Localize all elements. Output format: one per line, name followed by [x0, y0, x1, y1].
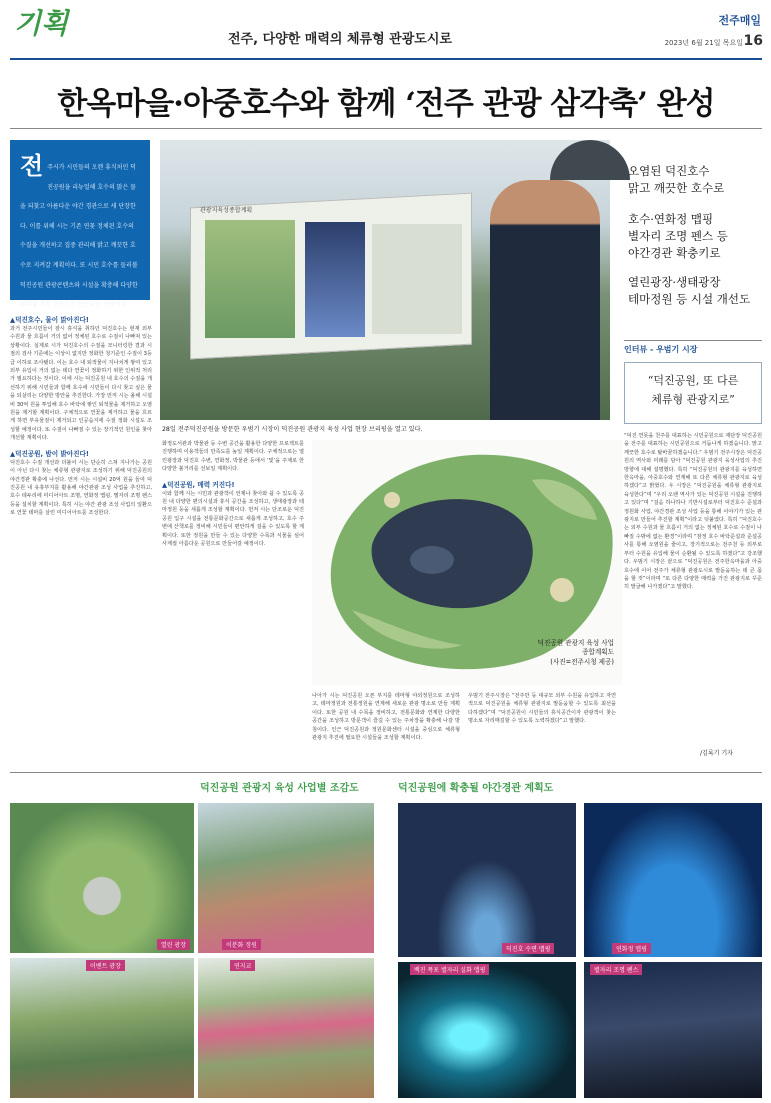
caption-pavilion-mapping: 연화정 맵핑	[612, 943, 651, 954]
interview-byline: /김록기 기자	[700, 750, 733, 757]
photo-lotus-bridge	[198, 958, 374, 1098]
caption-lake-mapping: 덕진호 수면 맵핑	[502, 943, 554, 954]
photo-waterfall-mapping	[398, 962, 576, 1098]
caption-event-plaza: 이벤트 광장	[86, 960, 125, 971]
map-caption: 덕진공원 관광지 육성 사업 종합계획도 (사진=전주시청 제공)	[537, 638, 614, 666]
column-4: 우범기 전주시장은 “전주만 등 대규모 외부 수원을 유입하고 자연적으로 덕진공원을 체류형 관광지로 발돋움할 수 있도록 최선을 다하겠다”며 “덕진공원이 시민들의 휴식공간이자 관광객이 찾는 명소로 자리매김할 수 있도록 노력하겠다”고 말했다.	[468, 693, 616, 725]
interview-label-text: 인터뷰 - 우범기 시장	[624, 345, 698, 354]
mayor-figure	[490, 180, 600, 420]
main-photo	[160, 140, 610, 420]
column-3: 나아가 시는 덕진공원 오픈 부지를 테마형 야외정원으로 조성하고, 테마정원과 전통정원을 연계해 새로운 관광 명소로 만들 계획이다. 또한 공원 내 수목을 정비하고, 전통문화와 연계한 다양한 공간을 조성하고 방문객이 즐길 수 있는 주차장을 확충해 나갈 방침이다. 인근 덕진공원과 정원문화센터 시설을 중심으로 체류형 관광지 추진에 필요한 시설들을 조성할 계획이다.	[312, 693, 460, 742]
page-number: 16	[743, 33, 763, 49]
caption-star-fence: 별자리 조명 펜스	[590, 964, 642, 975]
photo-board-title: 관광지육성종합계획	[200, 207, 253, 214]
main-title: 한옥마을·아중호수와 함께 ‘전주 관광 삼각축’ 완성	[57, 86, 715, 122]
photo-lake-mapping	[398, 803, 576, 957]
lead-initial: 전	[20, 151, 44, 180]
column-1	[10, 312, 152, 752]
side-headline-2: 호수·연화정 맵핑 별자리 조명 펜스 등 야간경관 확충키로	[628, 212, 728, 260]
photo-theme-garden	[198, 803, 374, 953]
col2-text2: 이와 함께 시는 시민과 관광객이 언제나 찾아와 쉴 수 있도록 공원 내 다양한 편의시설과 휴식 공간을 조성하고, 생태광장과 테마정원 등을 새롭게 조성할 계획이다. 먼저 시는 단조로운 덕진공원 입구 시설을 전통문화공간으로 새롭게 조성하고, 호수 주변에 산책로를 정비해 시민들이 편안하게 걸을 수 있도록 할 계획이다. 또한 정원을 만들 수 있는 다양한 수목과 식물을 심어 사계절 아름다운 공원으로 만들어갈 예정이다.	[162, 490, 304, 548]
interview-text: “덕진 연못을 천주를 대표하는 시민공원으로 재단장 덕진공원을 전주를 대표하는 시민공원으로 거듭나게 하겠습니다. 맑고 깨끗한 호수로 탈바꿈하겠습니다.” 우범기 전주시장은 덕진공원의 역사와 미래를 담아 “덕진공원 관광지 육성사업의 추진 방향에 대해 설명했다. 특히 “덕진공원의 관광지를 육성하면 한옥마을, 아중호수와 연계해 또 다른 체류형 관광지로 육성하겠다”고 밝혔다. 우 시장은 “덕진공원을 체류형 관광지로 육성한다”며 “우리 오랜 역사가 있는 덕진공원 시설을 진행하고 있다”며 “걸음 하나하나 기반시설로부터 덕진호수 준설과 정원화 사업, 야간경관 조성 사업 등을 통해 이야기가 있는 관광지로 만들어 추진할 계획”이라고 덧붙였다. 특히 “덕진호수는 외부 수원과 물 흐름이 거의 없는 정체된 호수로 수질이 나빠질 수밖에 없는 환경”이라며 “잠정 호수 바닥준설과 준설공사를 통해 오염원을 줄이고, 장기적으로는 전주천 등 외부로부터 수원을 유입해 물이 순환될 수 있도록 하겠다”고 강조했다. 우범기 시장은 끝으로 “덕진공원은 전주한옥마을과 아중호수에 이어 전주가 체류형 관광도시로 발돋움하는 데 큰 몫을 할 것”이라며 “또 다른 다양한 매력을 가진 관광지로 꾸준히 발굴해 나가겠다”고 말했다.	[624, 433, 762, 591]
photo-star-fence	[584, 962, 762, 1098]
col2-text1: 화정도서관과 박물관 등 수변 공간을 활용한 다양한 프로젝트를 진행하며 이용객들의 만족도를 높일 계획이다. 구체적으로는 열린광장과 덕진호 수변, 연화정, 박물관 등에서 ‘빛’을 주제로 한 다양한 볼거리를 선보일 계획이다.	[162, 441, 304, 473]
gallery-rule	[10, 772, 762, 773]
caption-theme-garden: 이분화 정원	[222, 939, 261, 950]
photo-caption: 28일 전주덕진공원을 방문한 우범기 시장이 덕진공원 관광지 육성 사업 현장 브리핑을 열고 있다.	[162, 426, 423, 433]
col1-text1: 과거 전주시민들이 잠시 휴식을 취하던 덕진호수는 현재 외부 수원과 물 흐름이 거의 없어 정체된 호수로 수질이 나빠져 있는 상황이다. 실제로 시가 덕진호수의 수질을 모니터링한 결과 시점의 검사 기준에는 이상이 없지만 정화한 청기준인 수질이 3등급 이하로 조사됐다. 이는 호수 내 퇴적물이 지나치게 쌓여 있고 외부 유입이 거의 없는 데다 연꽃이 정화하기 위한 인위적 처리가 필요하다는 것이다. 이에 시는 덕진공원 내 호수의 수질을 개선하기 위해 시민들과 함께 호수에 시민들이 다시 찾고 싶은 물을 되살리는 다양한 방안을 추진한다. 가장 먼저 시는 올해 시설비 30억 원을 투입해 호수 바닥에 쌓인 퇴적물을 제거하고 오염원을 제거할 계획이다. 구체적으로 연꽃을 제거하고 물을 흐르게 하면 부유물질이 제거되고 인공습지에 수질 정화 시설도 조성할 예정이다. 또 수질이 나빠질 수 있는 장기적인 원인을 찾아 개선할 계획이다.	[10, 326, 152, 442]
lead-box	[10, 140, 150, 309]
subhead-water: ▲덕진호수, 물이 맑아진다!	[10, 316, 89, 324]
caption-open-plaza: 열린 광장	[157, 939, 190, 950]
header-rule	[10, 58, 762, 60]
photo-event-plaza	[10, 958, 194, 1098]
photo-open-plaza	[10, 803, 194, 953]
gallery-title-right: 덕진공원에 확충될 야간경관 계획도	[398, 783, 554, 794]
title-rule	[10, 128, 762, 129]
gallery-title-left: 덕진공원 관광지 육성 사업별 조감도	[200, 783, 359, 794]
interview-label	[624, 340, 762, 355]
photo-pavilion-mapping	[584, 803, 762, 957]
column-2	[162, 440, 304, 752]
section-label: 기획	[14, 7, 69, 40]
col1-text2: 덕진호수 수질 개선과 더불어 시는 단순히 스쳐 지나가는 공원이 아닌 다시 찾는 체류형 관광지로 조성하기 위해 덕진공원의 야간경관 확충에 나선다. 먼저 시는 시설비 20억 원을 들여 덕진공원 내 유휴부지를 활용해 야간관광 조성 사업을 추진하고, 호수 테두리에 미디어아트 조명, 연화정 맵핑, 별자리 조명 펜스 등을 설치할 계획이다. 특히 시는 야간 관광 조성 사업의 일환으로 연꽃 테마를 살린 미디어아트를 조성한다.	[10, 459, 152, 517]
paper-name: 전주매일	[718, 14, 761, 27]
section-headline: 전주, 다양한 매력의 체류형 관광도시로	[228, 32, 452, 47]
interview-quote-box: “덕진공원, 또 다른 체류형 관광지로”	[624, 362, 762, 424]
side-headline-3: 열린광장·생태광장 테마정원 등 시설 개선도	[628, 275, 751, 306]
park-master-plan-map	[312, 440, 622, 685]
caption-waterfall-mapping: 백진 폭포 별자리 실화 맵핑	[410, 964, 489, 975]
caption-lotus-bridge: 연지교	[230, 960, 255, 971]
issue-date: 2023년 6월 21일 목요일	[664, 39, 743, 47]
side-headline-1: 오염된 덕진호수 맑고 깨끗한 호수로	[628, 164, 725, 195]
subhead-night: ▲덕진공원, 밤이 밝아진다!	[10, 449, 89, 458]
subhead-charm: ▲덕진공원, 매력 커진다!	[162, 480, 235, 489]
lead-text: 주시가 시민들의 오랜 휴식처인 덕진공원을 리뉴얼해 호수의 맑은 물을 되찾고 아름다운 야간 경관으로 새 단장한다. 이를 위해 시는 기존 연꽃 정체된 호수의 수질을 개선하고 집중 관리해 밝고 깨끗한 호수로 지켜갈 계획이다. 또 시민 호수를 들러볼 덕진공원 관광콘텐츠와 시설을 확충해 다양한 매력을 가진 관광지로 만든다는 구상이다.	[20, 164, 138, 309]
